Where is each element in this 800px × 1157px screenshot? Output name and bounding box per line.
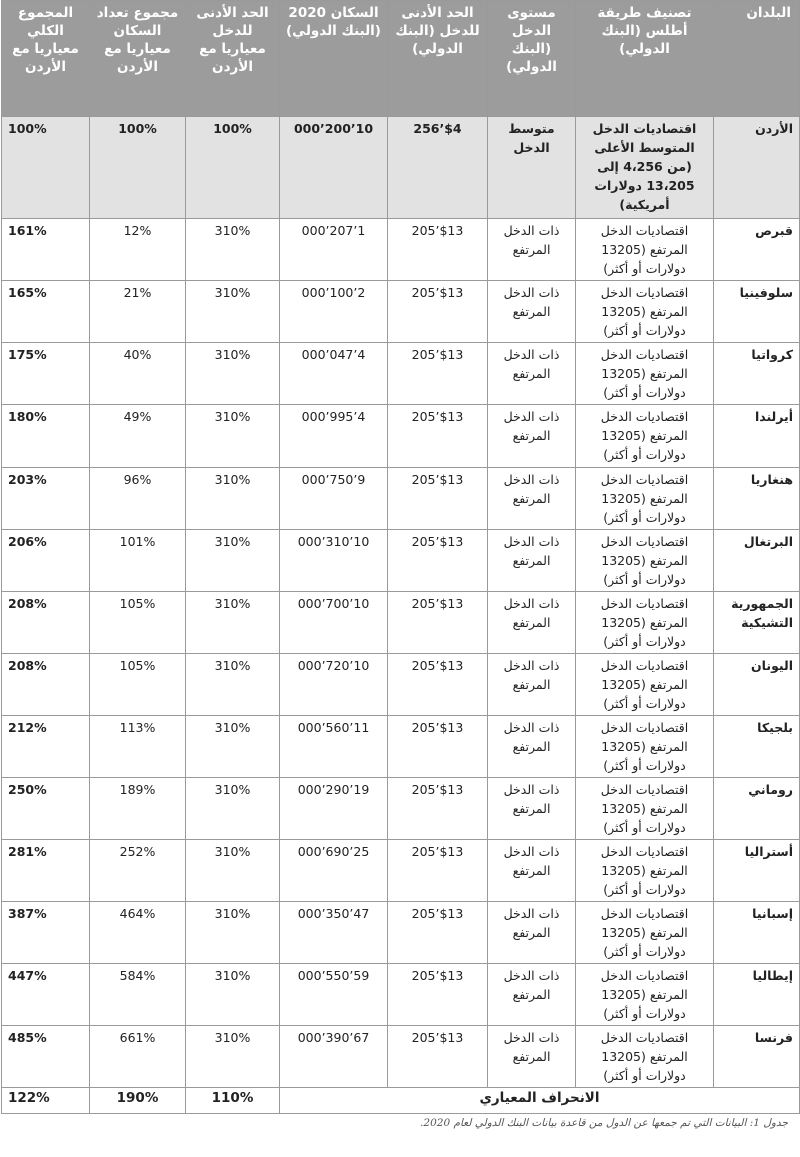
table-row bbox=[2, 405, 800, 468]
row-total-normalized: 208% bbox=[2, 654, 90, 716]
row-min-income: $13’205 bbox=[388, 716, 488, 778]
row-income-level: ذات الدخل المرتفع bbox=[488, 716, 576, 778]
row-country: بلجيكا bbox=[714, 716, 800, 778]
row-classification: اقتصاديات الدخل المرتفع (13205 دولارات أو أكثر) bbox=[576, 468, 714, 530]
table-row bbox=[2, 530, 800, 592]
row-classification: اقتصاديات الدخل المرتفع (13205 دولارات أو أكثر) bbox=[576, 1026, 714, 1088]
row-classification: اقتصاديات الدخل المرتفع (13205 دولارات أو أكثر) bbox=[576, 343, 714, 405]
row-classification: اقتصاديات الدخل المرتفع (13205 دولارات أو أكثر) bbox=[576, 530, 714, 592]
row-total-normalized: 387% bbox=[2, 902, 90, 964]
row-population-normalized: 100% bbox=[90, 117, 186, 219]
table-row bbox=[2, 902, 800, 964]
table-row bbox=[2, 964, 800, 1026]
row-country: الجمهورية التشيكية bbox=[714, 592, 800, 654]
row-classification: اقتصاديات الدخل المرتفع (13205 دولارات أو أكثر) bbox=[576, 778, 714, 840]
row-country: الأردن bbox=[714, 117, 800, 219]
table-caption: جدول 1: البيانات التي تم جمعها عن الدول من قاعدة بيانات البنك الدولي لعام 2020. bbox=[420, 1117, 788, 1129]
row-population: 59’550’000 bbox=[280, 964, 388, 1026]
table-row bbox=[2, 343, 800, 405]
row-population: 1’207’000 bbox=[280, 219, 388, 281]
deviation-row bbox=[2, 1088, 800, 1114]
row-income-level: ذات الدخل المرتفع bbox=[488, 592, 576, 654]
table-row bbox=[2, 840, 800, 902]
row-country: هنغاريا bbox=[714, 468, 800, 530]
row-min-income: $13’205 bbox=[388, 840, 488, 902]
row-income-level: ذات الدخل المرتفع bbox=[488, 281, 576, 343]
header-population: السكان 2020 (البنك الدولي) bbox=[280, 1, 388, 117]
row-total-normalized: 212% bbox=[2, 716, 90, 778]
row-min-income: $13’205 bbox=[388, 219, 488, 281]
table-row bbox=[2, 778, 800, 840]
deviation-population-normalized: 190% bbox=[90, 1088, 186, 1114]
row-country: أستراليا bbox=[714, 840, 800, 902]
row-country: فرنسا bbox=[714, 1026, 800, 1088]
row-classification: اقتصاديات الدخل المرتفع (13205 دولارات أو أكثر) bbox=[576, 716, 714, 778]
row-classification: اقتصاديات الدخل المرتفع (13205 دولارات أو أكثر) bbox=[576, 902, 714, 964]
row-population: 25’690’000 bbox=[280, 840, 388, 902]
row-total-normalized: 100% bbox=[2, 117, 90, 219]
row-population: 4’047’000 bbox=[280, 343, 388, 405]
row-classification: اقتصاديات الدخل المرتفع (13205 دولارات أو أكثر) bbox=[576, 840, 714, 902]
row-population: 9’750’000 bbox=[280, 468, 388, 530]
row-total-normalized: 250% bbox=[2, 778, 90, 840]
row-population: 10’200’000 bbox=[280, 117, 388, 219]
row-min-income: $13’205 bbox=[388, 778, 488, 840]
header-min-income: الحد الأدنى للدخل (البنك الدولي) bbox=[388, 1, 488, 117]
table-row bbox=[2, 654, 800, 716]
deviation-min-income-normalized: 110% bbox=[186, 1088, 280, 1114]
row-country: اليونان bbox=[714, 654, 800, 716]
row-min-income-normalized: 310% bbox=[186, 281, 280, 343]
row-total-normalized: 208% bbox=[2, 592, 90, 654]
header-total-normalized: المجموع الكلي معياريا مع الأردن bbox=[2, 1, 90, 117]
header-countries: البلدان bbox=[714, 1, 800, 117]
row-income-level: ذات الدخل المرتفع bbox=[488, 654, 576, 716]
row-total-normalized: 161% bbox=[2, 219, 90, 281]
row-min-income-normalized: 100% bbox=[186, 117, 280, 219]
row-country: إسبانيا bbox=[714, 902, 800, 964]
row-income-level: ذات الدخل المرتفع bbox=[488, 840, 576, 902]
row-population: 67’390’000 bbox=[280, 1026, 388, 1088]
row-income-level: ذات الدخل المرتفع bbox=[488, 778, 576, 840]
row-total-normalized: 485% bbox=[2, 1026, 90, 1088]
row-population-normalized: 584% bbox=[90, 964, 186, 1026]
row-min-income: $13’205 bbox=[388, 343, 488, 405]
row-income-level: متوسط الدخل bbox=[488, 117, 576, 219]
row-population-normalized: 40% bbox=[90, 343, 186, 405]
row-total-normalized: 281% bbox=[2, 840, 90, 902]
row-population-normalized: 189% bbox=[90, 778, 186, 840]
row-population-normalized: 49% bbox=[90, 405, 186, 468]
row-classification: اقتصاديات الدخل المرتفع (13205 دولارات أو أكثر) bbox=[576, 219, 714, 281]
row-total-normalized: 206% bbox=[2, 530, 90, 592]
row-min-income: $13’205 bbox=[388, 964, 488, 1026]
header-population-normalized: مجموع تعداد السكان معياريا مع الأردن bbox=[90, 1, 186, 117]
row-population-normalized: 21% bbox=[90, 281, 186, 343]
row-min-income-normalized: 310% bbox=[186, 468, 280, 530]
header-row bbox=[2, 1, 800, 117]
row-population-normalized: 661% bbox=[90, 1026, 186, 1088]
table-row bbox=[2, 219, 800, 281]
row-total-normalized: 165% bbox=[2, 281, 90, 343]
row-population-normalized: 113% bbox=[90, 716, 186, 778]
row-min-income-normalized: 310% bbox=[186, 592, 280, 654]
row-total-normalized: 180% bbox=[2, 405, 90, 468]
row-min-income-normalized: 310% bbox=[186, 902, 280, 964]
row-total-normalized: 175% bbox=[2, 343, 90, 405]
row-min-income-normalized: 310% bbox=[186, 219, 280, 281]
row-population: 10’310’000 bbox=[280, 530, 388, 592]
row-income-level: ذات الدخل المرتفع bbox=[488, 964, 576, 1026]
row-classification: اقتصاديات الدخل المرتفع (13205 دولارات أو أكثر) bbox=[576, 405, 714, 468]
row-min-income: $13’205 bbox=[388, 654, 488, 716]
table-body bbox=[2, 117, 800, 1114]
header-atlas-classification: تصنيف طريقة أطلس (البنك الدولي) bbox=[576, 1, 714, 117]
row-population-normalized: 96% bbox=[90, 468, 186, 530]
row-min-income-normalized: 310% bbox=[186, 654, 280, 716]
row-min-income-normalized: 310% bbox=[186, 343, 280, 405]
table-row bbox=[2, 592, 800, 654]
row-population-normalized: 105% bbox=[90, 592, 186, 654]
row-population: 10’720’000 bbox=[280, 654, 388, 716]
table-row bbox=[2, 468, 800, 530]
row-country: روماني bbox=[714, 778, 800, 840]
row-min-income-normalized: 310% bbox=[186, 405, 280, 468]
row-country: أيرلندا bbox=[714, 405, 800, 468]
table-row bbox=[2, 281, 800, 343]
row-population-normalized: 12% bbox=[90, 219, 186, 281]
row-population: 2’100’000 bbox=[280, 281, 388, 343]
table-row bbox=[2, 716, 800, 778]
row-min-income: $13’205 bbox=[388, 530, 488, 592]
row-country: إيطاليا bbox=[714, 964, 800, 1026]
row-population: 4’995’000 bbox=[280, 405, 388, 468]
row-income-level: ذات الدخل المرتفع bbox=[488, 902, 576, 964]
row-population: 10’700’000 bbox=[280, 592, 388, 654]
row-country: سلوفينيا bbox=[714, 281, 800, 343]
row-income-level: ذات الدخل المرتفع bbox=[488, 530, 576, 592]
row-income-level: ذات الدخل المرتفع bbox=[488, 1026, 576, 1088]
row-population: 11’560’000 bbox=[280, 716, 388, 778]
row-country: قبرص bbox=[714, 219, 800, 281]
row-population: 19’290’000 bbox=[280, 778, 388, 840]
row-min-income: $4’256 bbox=[388, 117, 488, 219]
data-table bbox=[1, 0, 800, 1114]
row-min-income: $13’205 bbox=[388, 281, 488, 343]
row-income-level: ذات الدخل المرتفع bbox=[488, 405, 576, 468]
row-country: البرتغال bbox=[714, 530, 800, 592]
row-min-income-normalized: 310% bbox=[186, 778, 280, 840]
row-population-normalized: 101% bbox=[90, 530, 186, 592]
deviation-total-normalized: 122% bbox=[2, 1088, 90, 1114]
header-income-level: مستوى الدخل (البنك الدولي) bbox=[488, 1, 576, 117]
row-min-income-normalized: 310% bbox=[186, 964, 280, 1026]
row-min-income: $13’205 bbox=[388, 405, 488, 468]
row-min-income: $13’205 bbox=[388, 468, 488, 530]
row-classification: اقتصاديات الدخل المرتفع (13205 دولارات أو أكثر) bbox=[576, 964, 714, 1026]
row-min-income-normalized: 310% bbox=[186, 1026, 280, 1088]
header-min-income-normalized: الحد الأدنى للدخل معياريا مع الأردن bbox=[186, 1, 280, 117]
row-population-normalized: 464% bbox=[90, 902, 186, 964]
row-min-income: $13’205 bbox=[388, 902, 488, 964]
row-country: كرواتيا bbox=[714, 343, 800, 405]
row-min-income-normalized: 310% bbox=[186, 840, 280, 902]
row-classification: اقتصاديات الدخل المرتفع (13205 دولارات أو أكثر) bbox=[576, 654, 714, 716]
row-population-normalized: 252% bbox=[90, 840, 186, 902]
row-total-normalized: 447% bbox=[2, 964, 90, 1026]
row-income-level: ذات الدخل المرتفع bbox=[488, 468, 576, 530]
row-classification: اقتصاديات الدخل المرتفع (13205 دولارات أو أكثر) bbox=[576, 592, 714, 654]
row-min-income-normalized: 310% bbox=[186, 716, 280, 778]
row-min-income-normalized: 310% bbox=[186, 530, 280, 592]
deviation-label: الانحراف المعياري bbox=[280, 1088, 800, 1114]
row-min-income: $13’205 bbox=[388, 592, 488, 654]
row-income-level: ذات الدخل المرتفع bbox=[488, 343, 576, 405]
row-classification: اقتصاديات الدخل المتوسط الأعلى (من 4،256 إلى 13،205 دولارات أمريكية) bbox=[576, 117, 714, 219]
row-income-level: ذات الدخل المرتفع bbox=[488, 219, 576, 281]
table-row bbox=[2, 117, 800, 219]
row-population-normalized: 105% bbox=[90, 654, 186, 716]
row-population: 47’350’000 bbox=[280, 902, 388, 964]
row-min-income: $13’205 bbox=[388, 1026, 488, 1088]
row-total-normalized: 203% bbox=[2, 468, 90, 530]
row-classification: اقتصاديات الدخل المرتفع (13205 دولارات أو أكثر) bbox=[576, 281, 714, 343]
table-row bbox=[2, 1026, 800, 1088]
